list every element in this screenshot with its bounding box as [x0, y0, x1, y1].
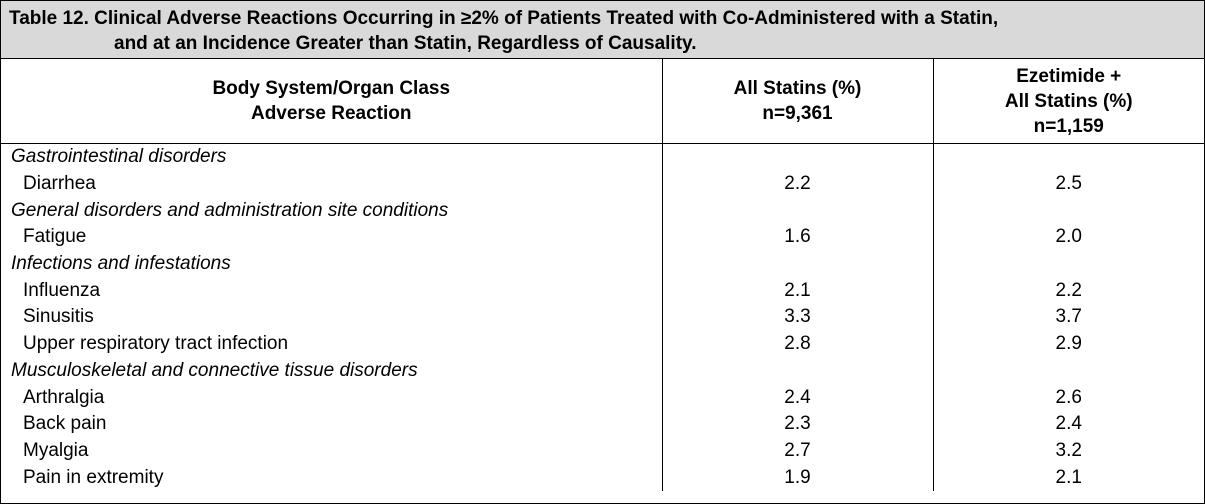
table-row: [1, 384, 1204, 411]
empty-cell: [662, 251, 933, 278]
table-row: [1, 438, 1204, 465]
reaction-label: Pain in extremity: [23, 466, 164, 488]
ezetimide-value: 2.4: [933, 411, 1204, 438]
category-label: Gastrointestinal disorders: [11, 146, 227, 168]
reaction-label: Arthralgia: [23, 386, 105, 408]
header-body-system-line2: Adverse Reaction: [250, 103, 412, 124]
data-table: [1, 59, 1204, 491]
statins-value: 2.8: [662, 331, 933, 358]
empty-cell: [933, 358, 1204, 385]
empty-cell: [933, 251, 1204, 278]
table-row: [1, 304, 1204, 331]
header-all-statins-line2: n=9,361: [762, 103, 833, 124]
table-row: [1, 411, 1204, 438]
empty-cell: [662, 144, 933, 171]
caption-line-1: Table 12. Clinical Adverse Reactions Occurring in ≥2% of Patients Treated with Co-Administered with a Statin,: [9, 8, 999, 29]
table-caption: [1, 1, 1204, 59]
ezetimide-value: 2.5: [933, 171, 1204, 198]
category-row: [1, 251, 1204, 278]
category-label: Musculoskeletal and connective tissue disorders: [11, 359, 418, 381]
category-row: [1, 358, 1204, 385]
header-ezetimide-statins: [933, 59, 1204, 144]
ezetimide-value: 2.1: [933, 464, 1204, 491]
header-ezetimide-line2: All Statins (%): [1004, 90, 1133, 112]
table-row: [1, 224, 1204, 251]
ezetimide-value: 3.7: [933, 304, 1204, 331]
header-body-system-line1: Body System/Organ Class: [212, 78, 451, 99]
header-ezetimide-line3: n=1,159: [1033, 115, 1104, 137]
category-row: [1, 197, 1204, 224]
reaction-label: Upper respiratory tract infection: [23, 333, 289, 355]
statins-value: 2.4: [662, 384, 933, 411]
reaction-label: Myalgia: [23, 439, 89, 461]
header-row: [1, 59, 1204, 144]
category-label: Infections and infestations: [11, 253, 231, 275]
reaction-label: Fatigue: [23, 226, 87, 248]
ezetimide-value: 2.2: [933, 277, 1204, 304]
reaction-label: Sinusitis: [23, 306, 94, 328]
statins-value: 2.7: [662, 438, 933, 465]
category-label: General disorders and administration site conditions: [11, 199, 449, 221]
header-ezetimide-line1: Ezetimide +: [1016, 65, 1122, 87]
empty-cell: [662, 358, 933, 385]
reaction-label: Diarrhea: [23, 173, 96, 195]
ezetimide-value: 2.6: [933, 384, 1204, 411]
reaction-label: Influenza: [23, 279, 101, 301]
table-row: [1, 277, 1204, 304]
ezetimide-value: 2.0: [933, 224, 1204, 251]
category-row: [1, 144, 1204, 171]
ezetimide-value: 3.2: [933, 438, 1204, 465]
statins-value: 1.9: [662, 464, 933, 491]
header-all-statins: [662, 59, 933, 144]
empty-cell: [662, 197, 933, 224]
ezetimide-value: 2.9: [933, 331, 1204, 358]
empty-cell: [933, 197, 1204, 224]
header-body-system: [1, 59, 662, 144]
empty-cell: [933, 144, 1204, 171]
table-row: [1, 331, 1204, 358]
statins-value: 2.1: [662, 277, 933, 304]
table-row: [1, 464, 1204, 491]
reaction-label: Back pain: [23, 413, 107, 435]
caption-line-2: and at an Incidence Greater than Statin, Regardless of Causality.: [114, 33, 697, 54]
header-all-statins-line1: All Statins (%): [733, 78, 862, 99]
statins-value: 3.3: [662, 304, 933, 331]
statins-value: 2.2: [662, 171, 933, 198]
statins-value: 2.3: [662, 411, 933, 438]
table-row: [1, 171, 1204, 198]
statins-value: 1.6: [662, 224, 933, 251]
